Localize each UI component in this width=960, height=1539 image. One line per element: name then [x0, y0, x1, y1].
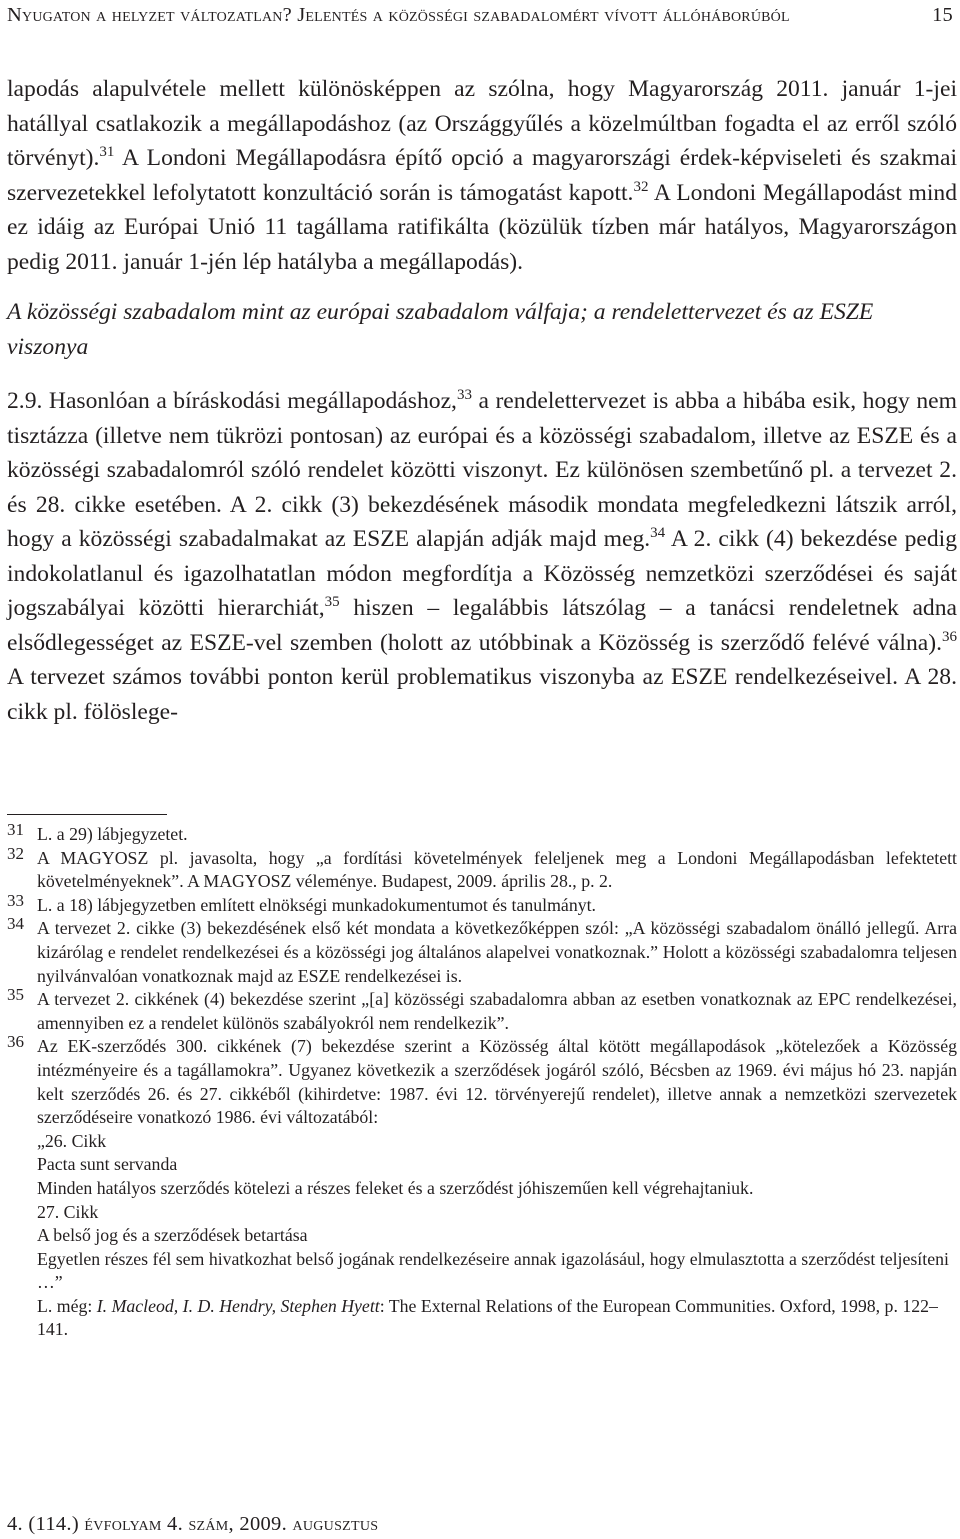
paragraph-2-text-d: hiszen – legalábbis látszólag – a tanácsi rendeletnek adna elsődlegességet az ESZE-vel szemben (holott az utóbbinak a Közösség is szerződő felévé válna).	[7, 595, 957, 656]
paragraph-2	[7, 384, 957, 729]
footnote-ref-35[interactable]: 35	[324, 594, 340, 611]
reference-details: : The External Relations of the European Communities. Oxford, 1998, p. 122–141.	[37, 1295, 938, 1340]
footnote-text: A tervezet 2. cikke (3) bekezdésének első két mondata a következőképpen szól: „A közösségi szabadalom önálló jellegű. Arra kizárólag e rendelet rendelkezései és a közösségi jog általános alapelvei vonatkoznak.” Holott a közösségi szabadalomra teljesen nyilvánvalóan vonatkoznak majd az ESZE rendelkezései is.	[37, 918, 957, 986]
paragraph-1	[7, 72, 957, 279]
reference-prefix: L. még:	[37, 1295, 97, 1316]
footnote-31	[7, 820, 957, 847]
main-text	[7, 72, 957, 729]
footnote-text: L. a 29) lábjegyzetet.	[37, 824, 188, 844]
footnote-text: L. a 18) lábjegyzetben említett elnökségi munkadokumentumot és tanulmányt.	[37, 894, 596, 915]
document-page	[7, 0, 957, 1539]
paragraph-2-text-e: A tervezet számos további ponton kerül problematikus viszonyba az ESZE rendelkezéseivel. A 28. cikk pl. fölöslege-	[7, 664, 957, 725]
footnote-text: Az EK-szerződés 300. cikkének (7) bekezdése szerint a Közösség által kötött megállapodások „kötelezőek a Közösség intézményeire és a tagállamokra”. Ugyanez következik a szerződések jogáról szóló, Bécsben az 1969. évi május hó 23. napján kelt szerződés 26. és 27. cikkéből (kihirdetve: 1987. évi 12. törvényerejű rendelet), illetve annak a nemzetközi szervezetek szerződéseire vonatkozó 1986. évi változatából:	[37, 1036, 957, 1128]
reference-authors: I. Macleod, I. D. Hendry, Stephen Hyett	[96, 1295, 380, 1316]
paragraph-2-text-a: 2.9. Hasonlóan a bíráskodási megállapodáshoz,	[7, 388, 457, 414]
footnote-number: 35	[7, 985, 24, 1005]
footnote-number: 34	[7, 914, 24, 934]
footnote-36	[7, 1032, 957, 1342]
footnote-text: A MAGYOSZ pl. javasolta, hogy „a fordítási követelmények feleljenek meg a Londoni Megállapodásban lefektetett követelményeknek”. A MAGYOSZ véleménye. Budapest, 2009. április 28., p. 2.	[37, 847, 957, 892]
paragraph-1-text-b: A Londoni Megállapodásra építő opció a magyarországi érdek-képviseleti és szakmai szervezetekkel lefolytatott konzultáció során is támogatást kapott.	[7, 145, 957, 206]
footnotes	[7, 820, 957, 1342]
footnote-separator	[7, 814, 167, 815]
paragraph-2-text-c: A 2. cikk (4) bekezdése pedig indokolatlanul és igazolhatatlan módon megfordítja a Közösség nemzetközi szerződései és saját jogszabályai közötti hierarchiát,	[7, 526, 957, 621]
section-spacer	[7, 364, 957, 384]
footnote-ref-34[interactable]: 34	[650, 525, 666, 542]
paragraph-1-text-c: A Londoni Megállapodást mind ez idáig az Európai Unió 11 tagállama ratifikálta (közülük tízben már hatályos, Magyarországon pedig 2011. január 1-jén lép hatályba a megállapodás).	[7, 179, 957, 275]
running-title: Nyugaton a helyzet változatlan? Jelentés a közösségi szabadalomért vívott állóháborúból	[7, 4, 790, 26]
quote-line: A belső jog és a szerződések betartása	[37, 1225, 308, 1246]
footnote-number: 32	[7, 843, 24, 863]
quote-line: Minden hatályos szerződés kötelezi a részes feleket és a szerződést jóhiszeműen kell végrehajtaniuk.	[37, 1177, 754, 1198]
footnote-text: A tervezet 2. cikkének (4) bekezdése szerint „[a] közösségi szabadalomra abban az esetben vonatkoznak az EPC rendelkezései, amennyiben ez a rendelet különös szabályokról nem rendelkezik”.	[37, 989, 957, 1033]
footnote-34	[7, 914, 957, 988]
footnote-33	[7, 890, 957, 918]
footnote-35	[7, 985, 957, 1035]
section-title: A közösségi szabadalom mint az európai szabadalom válfaja; a rendelettervezet és az ESZE viszonya	[7, 299, 874, 360]
footnote-ref-33[interactable]: 33	[456, 387, 472, 404]
page-footer: 4. (114.) évfolyam 4. szám, 2009. augusztus	[7, 1513, 379, 1535]
quote-line: Pacta sunt servanda	[37, 1154, 178, 1175]
footnote-ref-36[interactable]: 36	[942, 628, 957, 645]
running-header	[7, 4, 957, 34]
quote-line: 27. Cikk	[37, 1201, 99, 1222]
page-number: 15	[932, 4, 953, 26]
footnote-32	[7, 843, 957, 894]
quote-line: „26. Cikk	[37, 1130, 107, 1151]
footnote-ref-31[interactable]: 31	[99, 144, 115, 161]
footnote-number: 33	[7, 890, 24, 910]
reference-line	[37, 1295, 957, 1342]
paragraph-1-text-a: lapodás alapulvétele mellett különösképpen az szólna, hogy Magyarország 2011. január 1-jei hatállyal csatlakozik a megállapodáshoz (az Országgyűlés a közelmúltban fogadta el az erről szóló törvényt).	[7, 76, 957, 171]
footnote-number: 36	[7, 1032, 24, 1052]
footnote-ref-32[interactable]: 32	[633, 178, 649, 195]
footnote-number: 31	[7, 820, 24, 839]
quote-line: Egyetlen részes fél sem hivatkozhat belső jogának rendelkezéseire annak igazolásául, hogy elmulasztotta a szerződést teljesíteni …”	[37, 1248, 949, 1293]
paragraph-2-text-b: a rendelettervezet is abba a hibába esik, hogy nem tisztázza (illetve nem tükrözi pontosan) az európai és a közösségi szabadalom, illetve az ESZE és a közösségi szabadalomról szóló rendelet közötti viszonyt. Ez különösen szembetűnő pl. a tervezet 2. és 28. cikke esetében. A 2. cikk (3) bekezdésének második mondata megfeledkezni látszik arról, hogy a közösségi szabadalmakat az ESZE alapján adják majd meg.	[7, 388, 957, 552]
